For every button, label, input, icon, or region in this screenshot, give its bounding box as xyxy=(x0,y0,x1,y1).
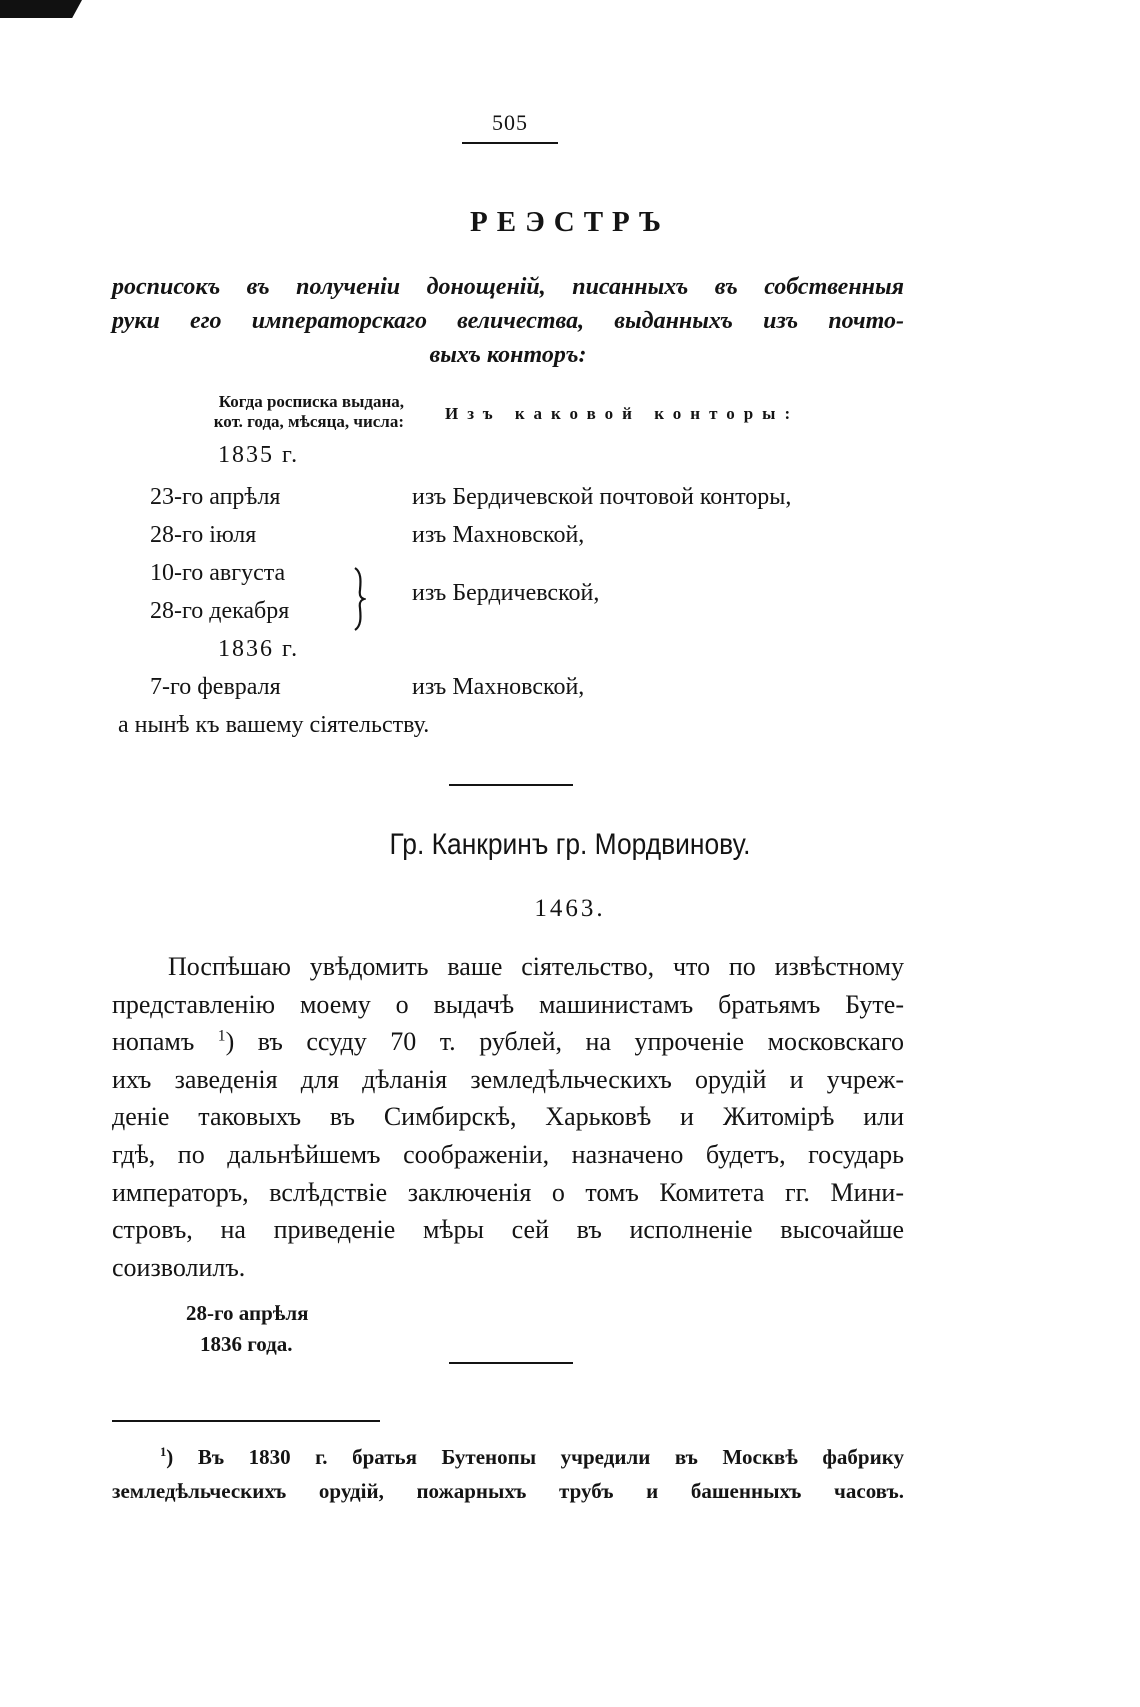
footnote-marker: 1 xyxy=(160,1445,167,1459)
body-line: представленію моему о выдачѣ машинистамъ братьямъ Буте- xyxy=(112,989,904,1019)
footnote-line1-text: ) Въ 1830 г. братья Бутенопы учредили въ Москвѣ фабрику xyxy=(166,1445,904,1469)
body-line-start: нопамъ xyxy=(112,1027,195,1057)
body-line: соизволилъ. xyxy=(112,1252,246,1282)
subtitle-line: руки его императорскаго величества, выданныхъ изъ почто- xyxy=(112,308,904,334)
entry-date: 28-го іюля xyxy=(150,522,257,548)
letter-date xyxy=(180,1298,420,1360)
entry-office: изъ Бердичевской почтовой конторы, xyxy=(412,484,792,510)
scan-corner-mark xyxy=(0,0,82,18)
footnote-line xyxy=(112,1440,904,1474)
column-header-date-line1: Когда росписка выдана, xyxy=(218,392,404,411)
column-header-office: Изъ каковой конторы: xyxy=(445,404,800,423)
year-1835: 1835 г. xyxy=(218,442,300,468)
register-title: РЕЭСТРЪ xyxy=(470,206,670,238)
body-line: деніе таковыхъ въ Симбирскѣ, Харьковѣ и Житомірѣ или xyxy=(112,1102,904,1132)
section-divider xyxy=(449,1362,573,1364)
body-line: ихъ заведенія для дѣланія земледѣльческихъ орудій и учреж- xyxy=(112,1064,904,1094)
body-line: гдѣ, по дальнѣйшемъ соображеніи, назначено будетъ, государь xyxy=(112,1139,904,1169)
year-1836: 1836 г. xyxy=(218,636,300,662)
entry-date: 23-го апрѣля xyxy=(150,484,281,510)
letter-date-day: 28-го апрѣля xyxy=(186,1301,309,1325)
entry-office: изъ Махновской, xyxy=(412,674,585,700)
letter-body xyxy=(112,948,904,1286)
footnote xyxy=(112,1440,904,1508)
entry-office: изъ Махновской, xyxy=(412,522,585,548)
closing-line: а нынѣ къ вашему сіятельству. xyxy=(118,712,430,738)
column-header-date-line2: кот. года, мѣсяца, числа: xyxy=(213,412,404,431)
page-number-rule xyxy=(462,142,558,144)
letter-date-year: 1836 года. xyxy=(200,1332,293,1356)
subtitle-line: росписокъ въ полученіи донощеній, писанныхъ въ собственныя xyxy=(112,274,904,300)
body-line: императоръ, вслѣдствіе заключенія о томъ Комитета гг. Мини- xyxy=(112,1177,904,1207)
letter-heading: Гр. Канкринъ гр. Мордвинову. xyxy=(389,828,751,861)
register-subtitle xyxy=(112,270,904,372)
grouping-brace-icon xyxy=(352,566,366,632)
entry-date: 10-го августа xyxy=(150,560,286,586)
page-number: 505 xyxy=(492,110,528,135)
column-header-date xyxy=(112,392,404,432)
letter-number: 1463. xyxy=(534,895,606,922)
footnote-rule xyxy=(112,1420,380,1422)
body-line: стровъ, на приведеніе мѣры сей въ исполненіе высочайше xyxy=(112,1215,904,1245)
section-divider xyxy=(449,784,573,786)
subtitle-line: выхъ конторъ: xyxy=(429,342,587,368)
body-line xyxy=(112,1023,904,1061)
body-line-rest: ) въ ссуду 70 т. рублей, на упроченіе московскаго xyxy=(225,1027,904,1057)
footnote-line: земледѣльческихъ орудій, пожарныхъ трубъ и башенныхъ часовъ. xyxy=(112,1479,904,1503)
body-line: Поспѣшаю увѣдомить ваше сіятельство, что по извѣстному xyxy=(168,952,904,981)
grouped-office: изъ Бердичевской, xyxy=(412,580,600,606)
footnote-ref: 1 xyxy=(217,1027,226,1045)
entry-date: 7-го февраля xyxy=(150,674,281,700)
entry-date: 28-го декабря xyxy=(150,598,290,624)
